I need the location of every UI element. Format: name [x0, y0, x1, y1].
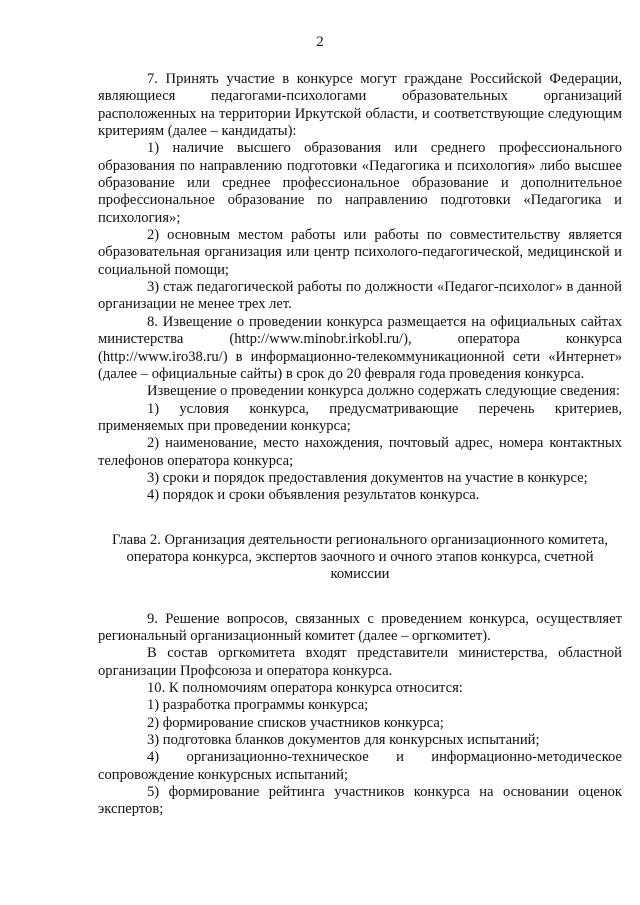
- notice-item-4: 4) порядок и сроки объявления результатов конкурса.: [147, 487, 480, 504]
- notice-contents-intro: Извещение о проведении конкурса должно содержать следующие сведения:: [147, 383, 620, 400]
- operator-duty-4: 4) организационно-техническое и информационно-методическое сопровождение конкурсных испытаний;: [98, 749, 622, 783]
- paragraph-10: 10. К полномочиям оператора конкурса относится:: [147, 680, 463, 696]
- paragraph-7: 7. Принять участие в конкурсе могут граждане Российской Федерации, являющиеся педагогами-психологами образовательных организаций расположенных на территории Иркутской области, и соответствующие следующим критериям (далее – кандидаты):: [98, 71, 622, 140]
- operator-duty-5: 5) формирование рейтинга участников конкурса на основании оценок экспертов;: [98, 784, 622, 818]
- document-body: [98, 71, 622, 819]
- criterion-1: 1) наличие высшего образования или среднего профессионального образования по направлению подготовки «Педагогика и психология» либо высшее образование или среднее профессиональное образование и дополнительное профессиональное образование по направлению подготовки «Педагогика и психология»;: [98, 140, 622, 226]
- notice-item-2: 2) наименование, место нахождения, почтовый адрес, номера контактных телефонов оператора конкурса;: [98, 435, 622, 469]
- page-number: 2: [316, 34, 324, 50]
- operator-duty-2: 2) формирование списков участников конкурса;: [147, 714, 444, 731]
- paragraph-8: 8. Извещение о проведении конкурса размещается на официальных сайтах министерства (http://www.minobr.irkobl.ru/), оператора конкурса (http://www.iro38.ru/) в информационно-телекоммуникационной сети «Интернет» (далее – официальные сайты) в срок до 20 февраля года проведения конкурса.: [98, 313, 622, 382]
- notice-item-1: 1) условия конкурса, предусматривающие перечень критериев, применяемых при проведении конкурса;: [98, 400, 622, 434]
- orgcommittee-composition: В состав оргкомитета входят представители министерства, областной организации Профсоюза и оператора конкурса.: [98, 645, 622, 679]
- chapter-heading: Глава 2. Организация деятельности регионального организационного комитета, оператора конкурса, экспертов заочного и очного этапов конкурса, счетной комиссии: [111, 531, 608, 583]
- criterion-2: 2) основным местом работы или работы по совместительству является образовательная организация или центр психолого-педагогической, медицинской и социальной помощи;: [98, 227, 622, 278]
- criterion-3: 3) стаж педагогической работы по должности «Педагог-психолог» в данной организации не менее трех лет.: [98, 279, 622, 313]
- operator-duty-3: 3) подготовка бланков документов для конкурсных испытаний;: [147, 732, 540, 749]
- notice-item-3: 3) сроки и порядок предоставления документов на участие в конкурсе;: [147, 469, 588, 486]
- operator-duty-1: 1) разработка программы конкурса;: [147, 697, 369, 714]
- paragraph-9: 9. Решение вопросов, связанных с проведением конкурса, осуществляет региональный организационный комитет (далее – оргкомитет).: [98, 610, 622, 644]
